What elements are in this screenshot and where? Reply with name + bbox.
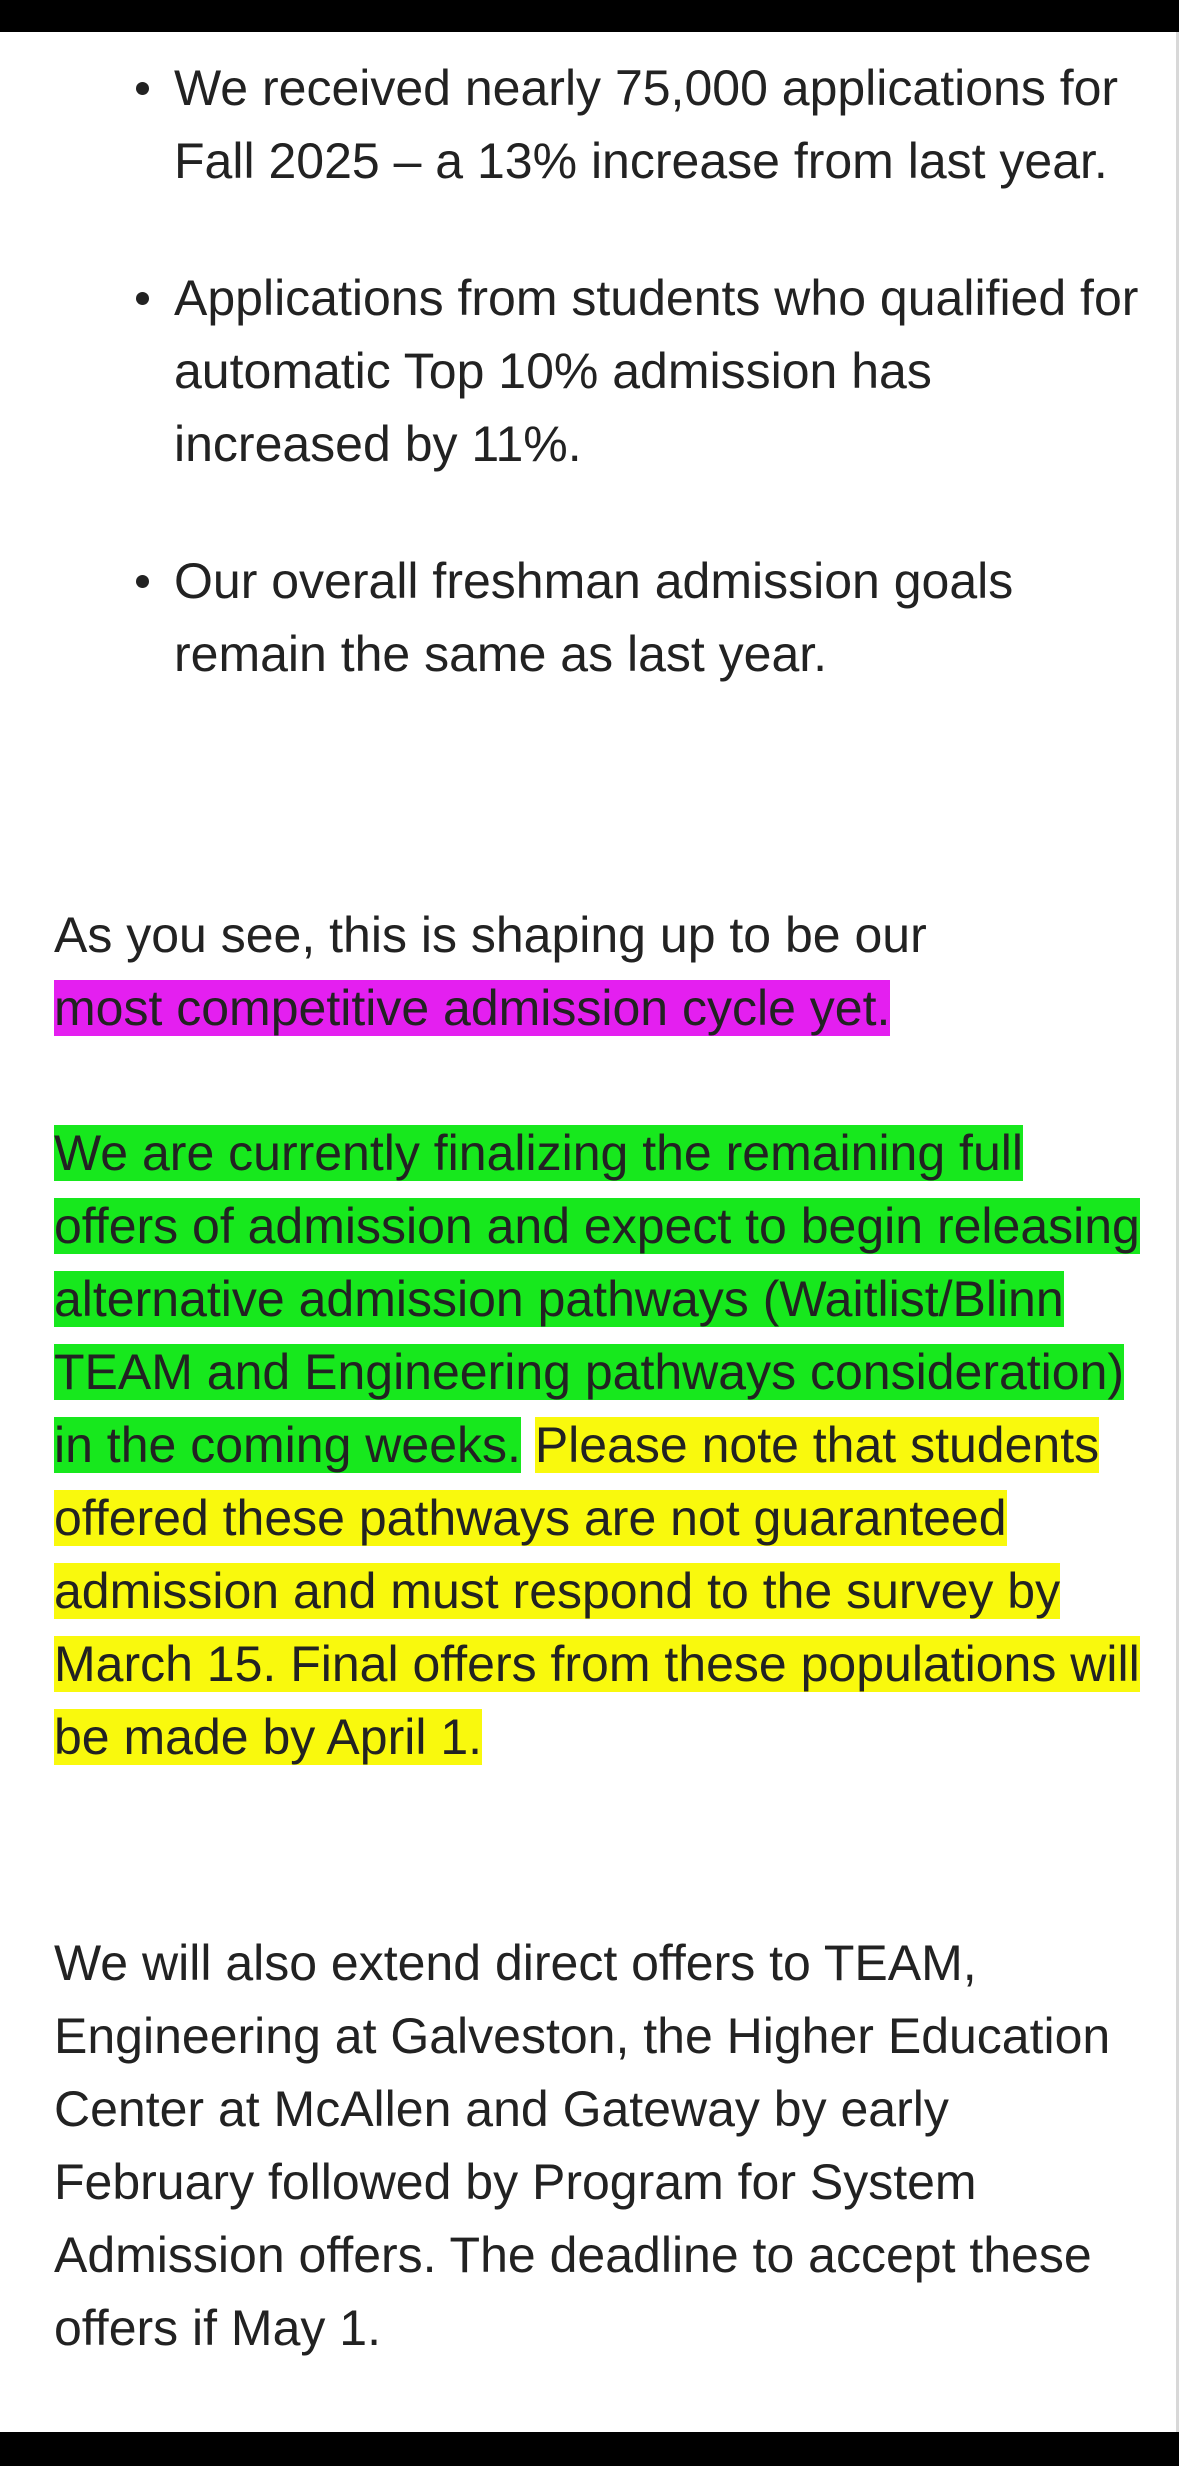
competitive-cycle-paragraph	[54, 899, 1144, 1045]
bullet-applications-received: We received nearly 75,000 applications for Fall 2025 – a 13% increase from last year.	[120, 52, 1140, 198]
stats-bullet-list	[120, 52, 1140, 755]
bottom-frame-bar	[0, 2432, 1179, 2466]
competitive-cycle-highlight: most competitive admission cycle yet.	[54, 980, 891, 1036]
bullet-admission-goals: Our overall freshman admission goals remain the same as last year.	[120, 545, 1140, 691]
competitive-cycle-text: As you see, this is shaping up to be our	[54, 907, 927, 963]
top-frame-bar	[0, 0, 1179, 32]
direct-offers-paragraph: We will also extend direct offers to TEAM, Engineering at Galveston, the Higher Education Center at McAllen and Gateway by early February followed by Program for System Admission offers. The deadline to accept these offers if May 1.	[54, 1935, 1111, 2356]
pathways-yellow-highlight: Please note that students offered these pathways are not guaranteed admission and must respond to the survey by March 15. Final offers from these populations will be made by April 1.	[54, 1417, 1140, 1765]
bullet-top-10-increase: Applications from students who qualified for automatic Top 10% admission has increased by 11%.	[120, 262, 1140, 481]
pathways-paragraph	[54, 1117, 1144, 1774]
pathways-green-highlight: We are currently finalizing the remaining full offers of admission and expect to begin releasing alternative admission pathways (Waitlist/Blinn TEAM and Engineering pathways consideration) in the coming weeks.	[54, 1125, 1140, 1473]
email-body	[0, 32, 1179, 2432]
